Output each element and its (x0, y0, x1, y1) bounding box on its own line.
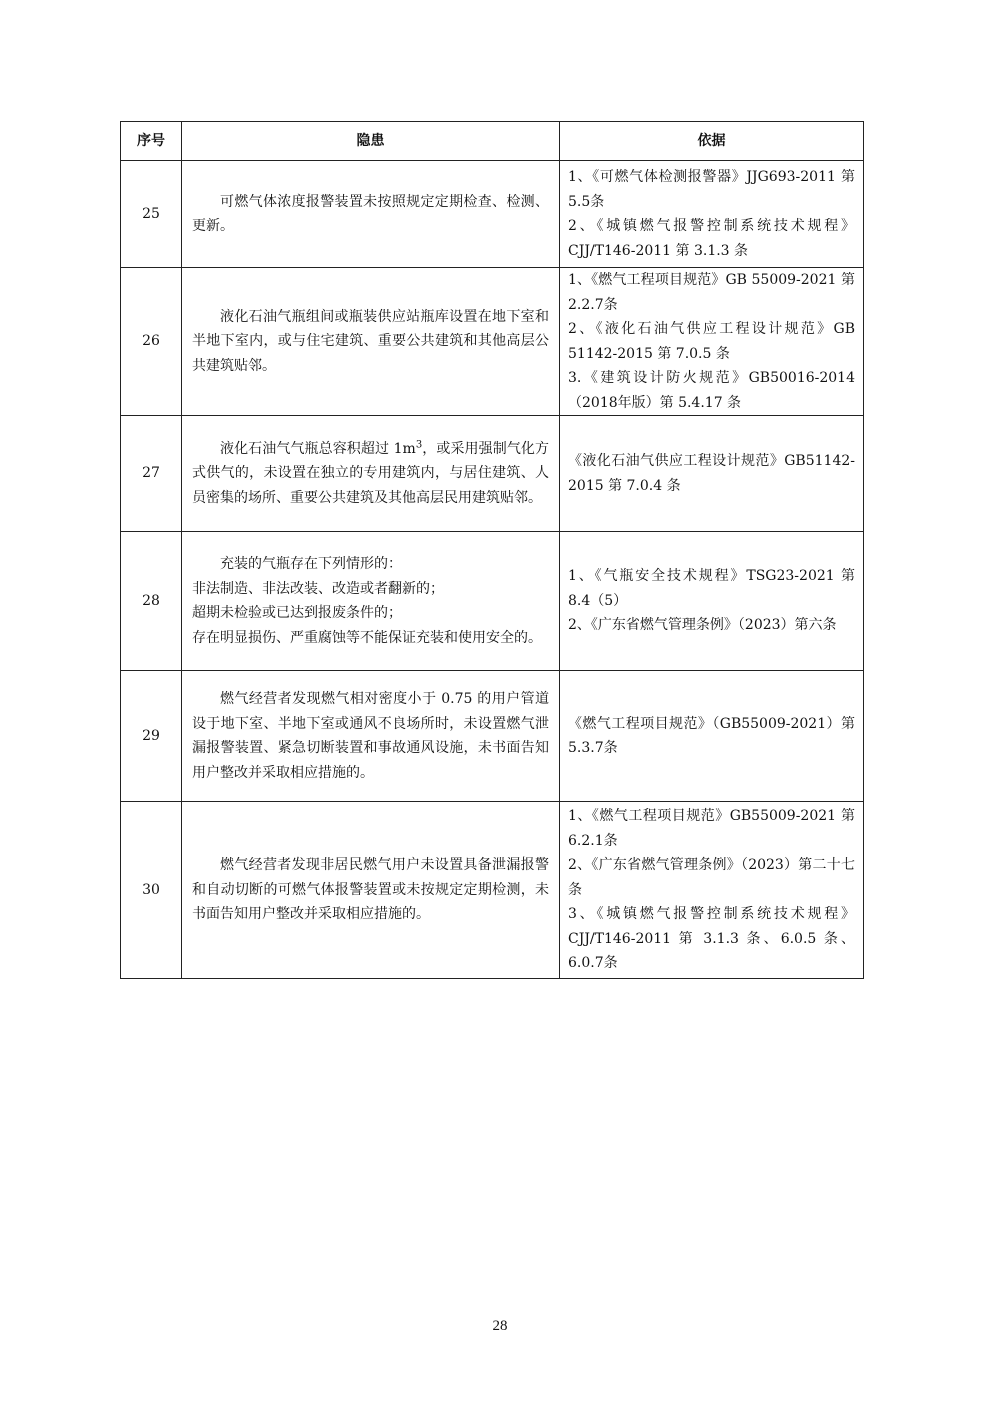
row-index: 30 (121, 802, 182, 979)
hazard-text-suffix: ，或采用强制气化方式供气的，未设置在独立的专用建筑内，与居住建筑、人员密集的场所、重要公共建筑及其他高层民用建筑贴邻。 (192, 440, 549, 506)
header-index: 序号 (121, 122, 182, 161)
basis-item: 《液化石油气供应工程设计规范》GB51142-2015 第 7.0.4 条 (568, 453, 855, 494)
basis-item: 1、《燃气工程项目规范》GB55009-2021 第6.2.1条 (568, 808, 855, 849)
basis-item: 1、《燃气工程项目规范》GB 55009-2021 第2.2.7条 (568, 272, 855, 313)
row-index: 27 (121, 416, 182, 532)
hazard-text: 充装的气瓶存在下列情形的： (220, 556, 402, 572)
table-row (121, 268, 864, 416)
row-basis (560, 532, 864, 671)
basis-item: 2、《广东省燃气管理条例》（2023）第六条 (568, 617, 837, 634)
basis-item: 3.《建筑设计防火规范》GB50016-2014（2018年版）第 5.4.17 条 (568, 370, 855, 411)
hazard-text: 存在明显损伤、严重腐蚀等不能保证充装和使用安全的。 (192, 629, 542, 646)
header-hazard: 隐患 (182, 122, 560, 161)
hazard-text (192, 437, 549, 511)
table-row (121, 671, 864, 802)
hazard-text: 燃气经营者发现燃气相对密度小于 0.75 的用户管道设于地下室、半地下室或通风不良场所时，未设置燃气泄漏报警装置、紧急切断装置和事故通风设施，未书面告知用户整改并采取相应措施的。 (192, 691, 549, 781)
header-basis: 依据 (560, 122, 864, 161)
row-hazard (182, 532, 560, 671)
row-hazard (182, 671, 560, 802)
hazard-table-container (120, 121, 863, 979)
table-row (121, 416, 864, 532)
row-basis (560, 671, 864, 802)
row-hazard (182, 268, 560, 416)
hazard-text: 液化石油气瓶组间或瓶装供应站瓶库设置在地下室和半地下室内，或与住宅建筑、重要公共建筑和其他高层公共建筑贴邻。 (192, 308, 549, 374)
table-header-row (121, 122, 864, 161)
row-basis (560, 161, 864, 268)
basis-item: 1、《可燃气体检测报警器》JJG693-2011 第5.5条 (568, 169, 855, 210)
row-hazard (182, 802, 560, 979)
row-index: 28 (121, 532, 182, 671)
row-hazard (182, 416, 560, 532)
basis-item: 2、《液化石油气供应工程设计规范》GB 51142-2015 第 7.0.5 条 (568, 321, 855, 362)
basis-item: 《燃气工程项目规范》（GB55009-2021）第5.3.7条 (568, 715, 855, 756)
row-basis (560, 802, 864, 979)
hazard-text: 超期未检验或已达到报废条件的； (192, 605, 402, 621)
superscript-exponent: 3 (415, 439, 423, 451)
hazard-text: 燃气经营者发现非居民燃气用户未设置具备泄漏报警和自动切断的可燃气体报警装置或未按规定定期检测，未书面告知用户整改并采取相应措施的。 (192, 857, 549, 923)
basis-item: 2、《广东省燃气管理条例》（2023）第二十七条 (568, 857, 855, 898)
table-row (121, 161, 864, 268)
page-number: 28 (492, 1318, 508, 1334)
hazard-text: 可燃气体浓度报警装置未按照规定定期检查、检测、更新。 (192, 193, 549, 234)
basis-item: 2、《城镇燃气报警控制系统技术规程》CJJ/T146-2011 第 3.1.3 条 (568, 218, 855, 259)
basis-item: 1、《气瓶安全技术规程》TSG23-2021 第 8.4（5） (568, 568, 855, 609)
hazard-text-prefix: 液化石油气气瓶总容积超过 1m (220, 440, 416, 457)
row-index: 25 (121, 161, 182, 268)
row-hazard (182, 161, 560, 268)
basis-item: 3、《城镇燃气报警控制系统技术规程》CJJ/T146-2011 第 3.1.3 条、6.0.5 条、6.0.7条 (568, 906, 855, 972)
row-basis (560, 268, 864, 416)
row-index: 26 (121, 268, 182, 416)
row-basis (560, 416, 864, 532)
table-row (121, 802, 864, 979)
row-index: 29 (121, 671, 182, 802)
hazard-table (120, 121, 864, 979)
hazard-text: 非法制造、非法改装、改造或者翻新的； (192, 580, 444, 597)
table-row (121, 532, 864, 671)
